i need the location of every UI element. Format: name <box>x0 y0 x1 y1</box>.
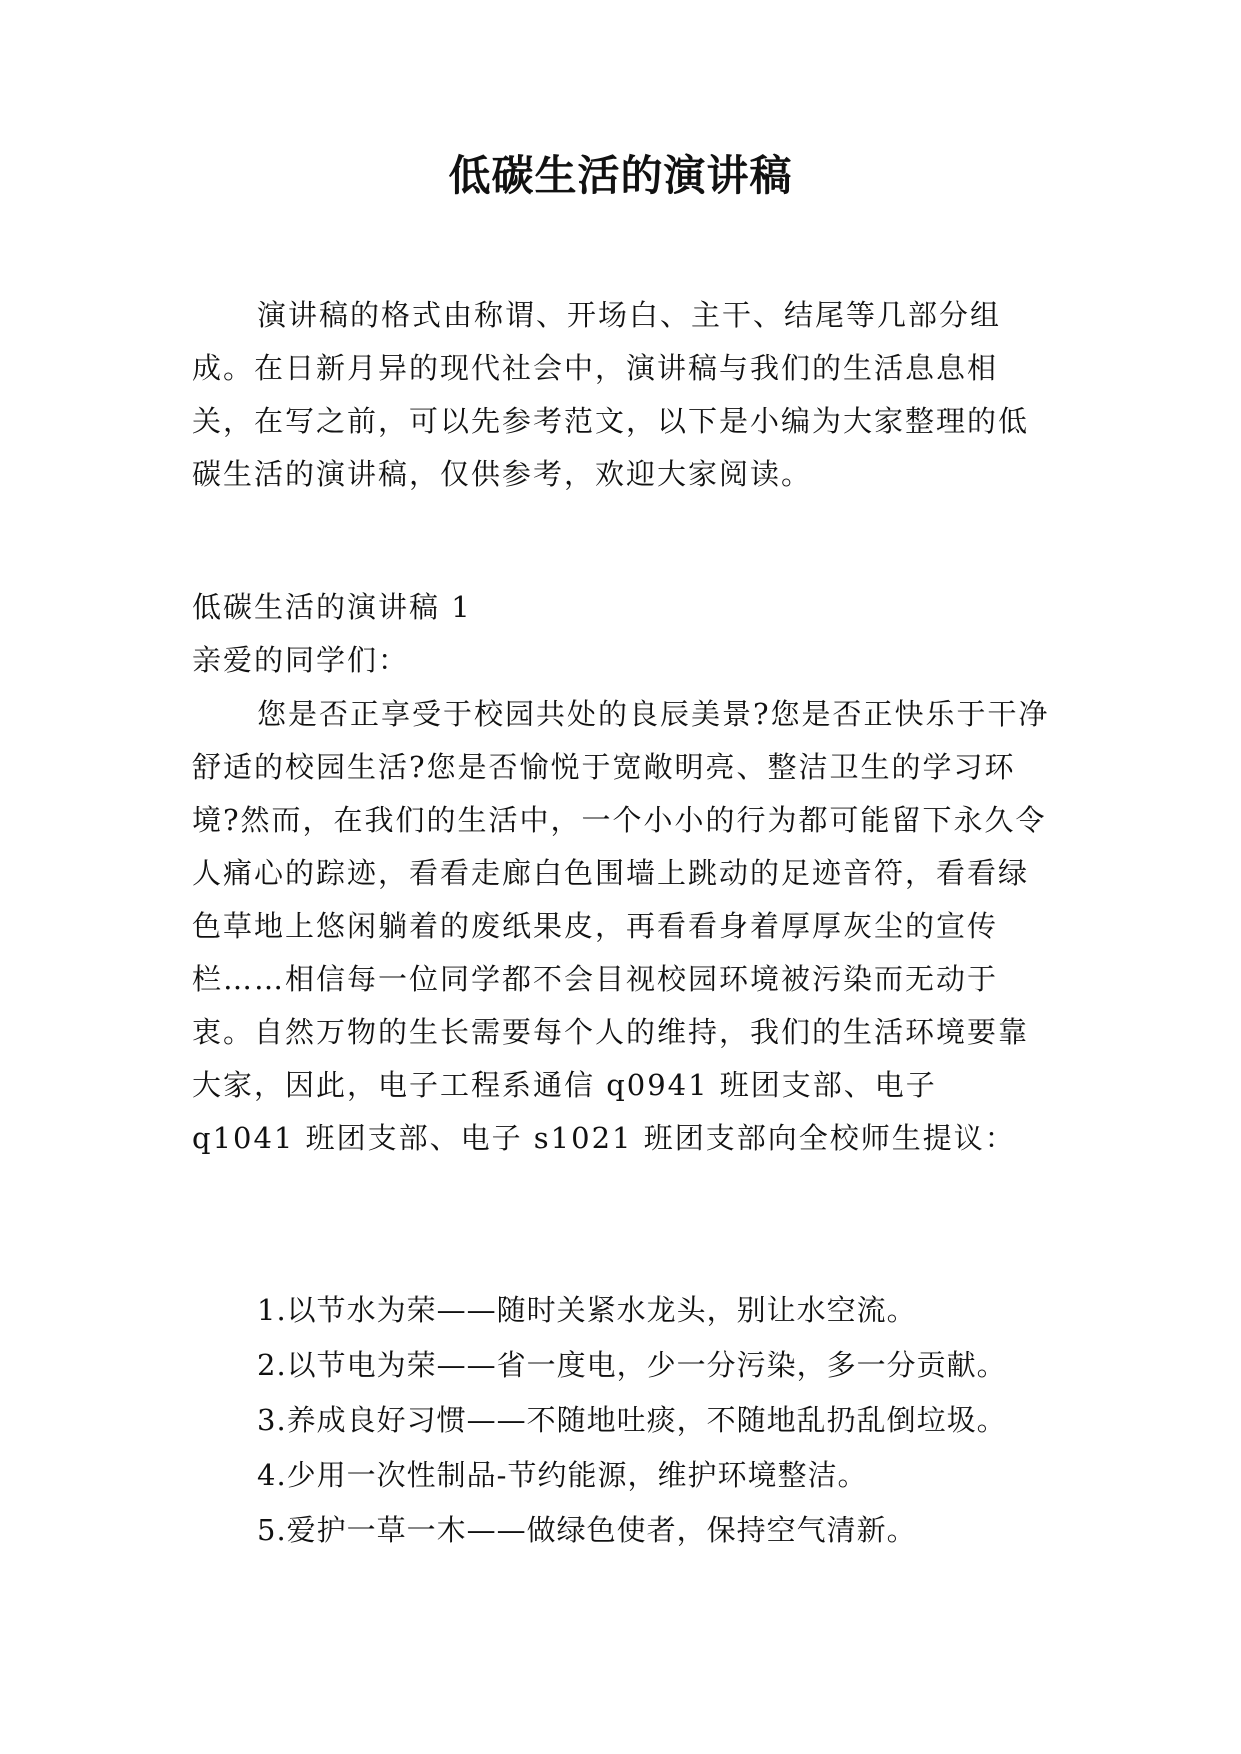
proposal-item-2: 2.以节电为荣——省一度电，少一分污染，多一分贡献。 <box>257 1348 1007 1382</box>
document-title: 低碳生活的演讲稿 <box>448 151 793 200</box>
intro-paragraph: 演讲稿的格式由称谓、开场白、主干、结尾等几部分组成。在日新月异的现代社会中，演讲稿与我们的生活息息相关，在写之前，可以先参考范文，以下是小编为大家整理的低碳生活的演讲稿，仅供参考，欢迎大家阅读。 <box>192 298 1030 491</box>
proposal-item-3: 3.养成良好习惯——不随地吐痰，不随地乱扔乱倒垃圾。 <box>257 1403 1007 1437</box>
proposal-item-1: 1.以节水为荣——随时关紧水龙头，别让水空流。 <box>257 1293 917 1327</box>
section-heading: 低碳生活的演讲稿 1 <box>192 590 472 624</box>
greeting-line: 亲爱的同学们： <box>192 643 410 677</box>
proposal-item-4: 4.少用一次性制品-节约能源，维护环境整洁。 <box>257 1458 868 1492</box>
proposal-list <box>257 1283 1077 1558</box>
proposal-item-5: 5.爱护一草一木——做绿色使者，保持空气清新。 <box>257 1513 917 1547</box>
body-paragraph: 您是否正享受于校园共处的良辰美景?您是否正快乐于干净舒适的校园生活?您是否愉悦于宽敞明亮、整洁卫生的学习环境?然而，在我们的生活中，一个小小的行为都可能留下永久令人痛心的踪迹，看看走廊白色围墙上跳动的足迹音符，看看绿色草地上悠闲躺着的废纸果皮，再看看身着厚厚灰尘的宣传栏……相信每一位同学都不会目视校园环境被污染而无动于衷。自然万物的生长需要每个人的维持，我们的生活环境要靠大家，因此，电子工程系通信 q0941 班团支部、电子 q1041 班团支部、电子 s1021 班团支部向全校师生提议： <box>192 697 1050 1155</box>
